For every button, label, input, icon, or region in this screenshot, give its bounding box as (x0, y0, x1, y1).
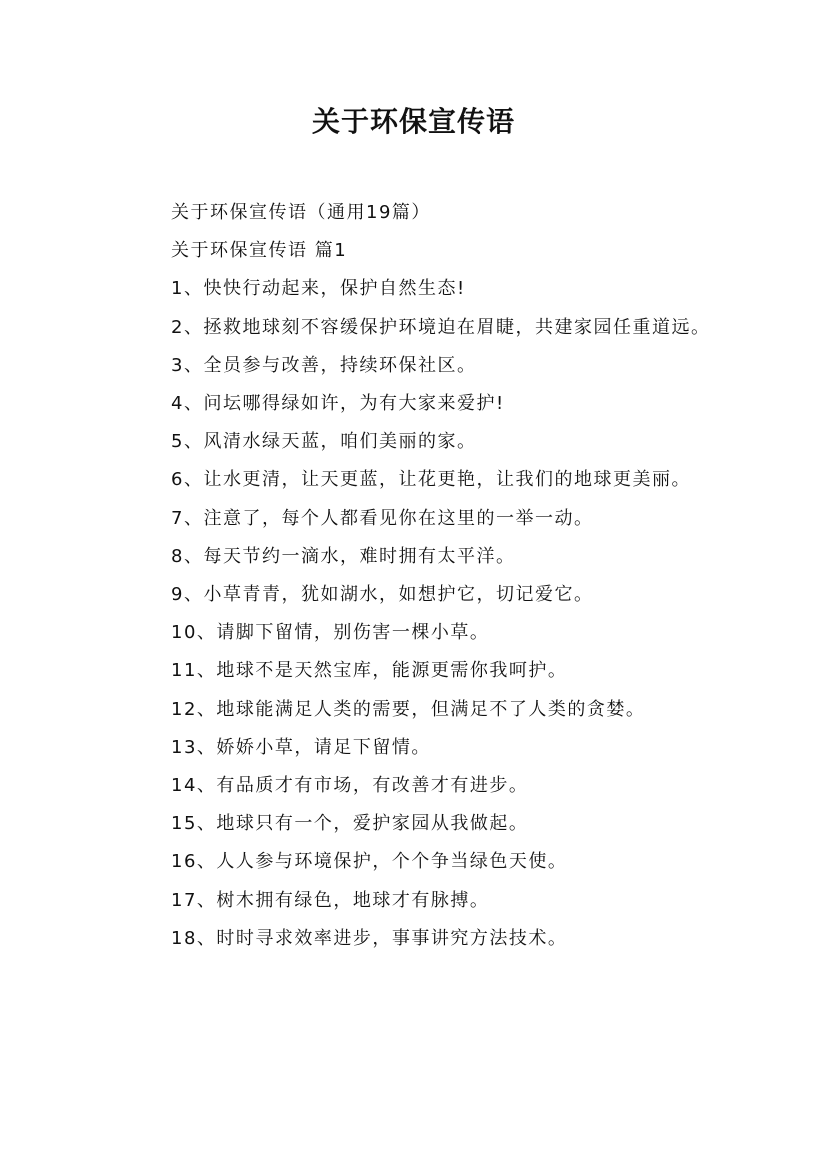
slogan-item: 11、地球不是天然宝库，能源更需你我呵护。 (171, 660, 568, 682)
paragraph-subtitle: 关于环保宣传语（通用19篇） (171, 202, 431, 223)
document-body (124, 194, 714, 958)
slogan-item: 12、地球能满足人类的需要，但满足不了人类的贪婪。 (171, 698, 646, 720)
paragraph-section-heading: 关于环保宣传语 篇1 (171, 240, 348, 262)
slogan-item: 9、小草青青，犹如湖水，如想护它，切记爱它。 (171, 584, 594, 606)
slogan-item: 2、拯救地球刻不容缓保护环境迫在眉睫，共建家园任重道远。 (171, 316, 711, 338)
slogan-item: 18、时时寻求效率进步，事事讲究方法技术。 (171, 927, 568, 949)
slogan-item: 10、请脚下留情，别伤害一棵小草。 (171, 622, 490, 644)
slogan-item: 17、树木拥有绿色，地球才有脉搏。 (171, 889, 490, 911)
slogan-item: 7、注意了，每个人都看见你在这里的一举一动。 (171, 507, 594, 529)
slogan-item: 4、问坛哪得绿如许，为有大家来爱护! (171, 393, 505, 415)
slogan-item: 15、地球只有一个，爱护家园从我做起。 (171, 813, 529, 835)
slogan-item: 8、每天节约一滴水，难时拥有太平洋。 (171, 545, 516, 567)
document-title: 关于环保宣传语 (311, 105, 515, 138)
slogan-item: 5、风清水绿天蓝，咱们美丽的家。 (171, 431, 477, 453)
slogan-item: 6、让水更清，让天更蓝，让花更艳，让我们的地球更美丽。 (171, 469, 691, 491)
slogan-item: 14、有品质才有市场，有改善才有进步。 (171, 775, 529, 797)
slogan-item: 16、人人参与环境保护，个个争当绿色天使。 (171, 851, 568, 873)
slogan-item: 1、快快行动起来，保护自然生态! (171, 278, 466, 300)
slogan-item: 13、娇娇小草，请足下留情。 (171, 736, 431, 758)
slogan-item: 3、全员参与改善，持续环保社区。 (171, 354, 477, 376)
